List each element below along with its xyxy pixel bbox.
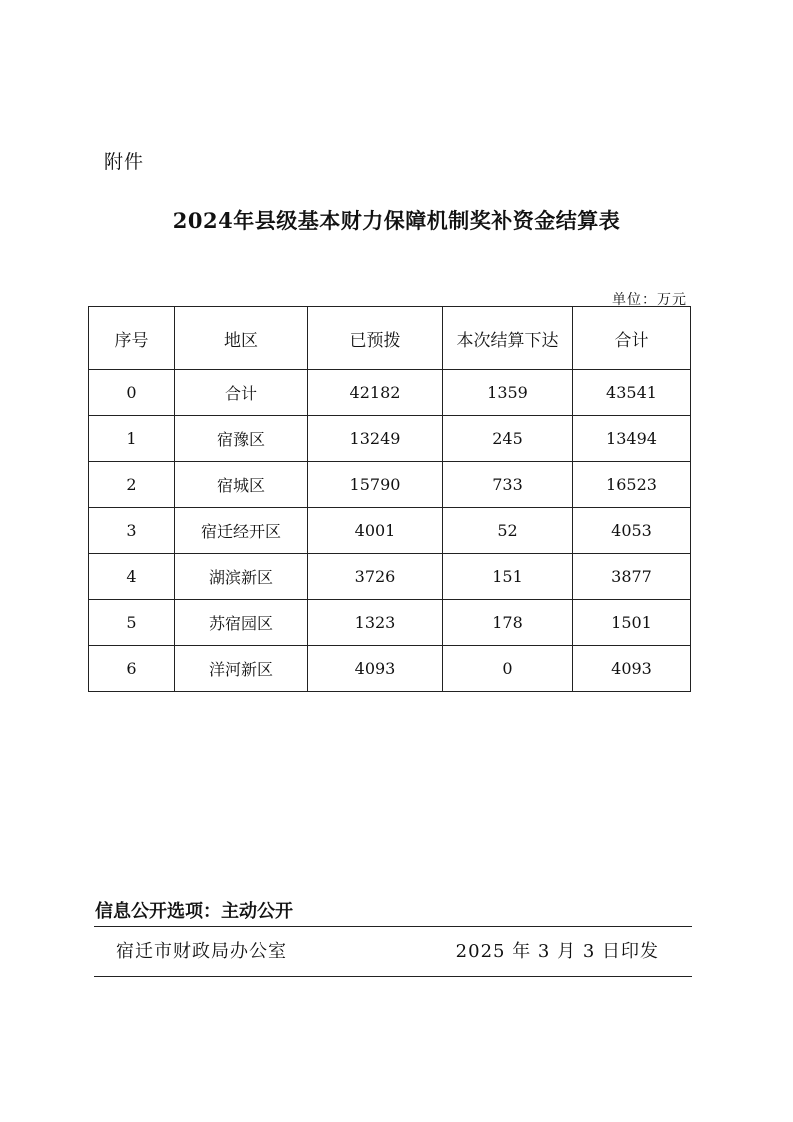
footer-divider-top [94, 926, 692, 927]
table-row [89, 370, 691, 416]
cell-pre-allocated: 42182 [308, 370, 443, 416]
cell-current-settlement: 178 [443, 600, 573, 646]
cell-pre-allocated: 4001 [308, 508, 443, 554]
header-index: 序号 [89, 307, 175, 370]
cell-current-settlement: 1359 [443, 370, 573, 416]
attachment-label: 附件 [104, 151, 145, 173]
document-title: 2024年县级基本财力保障机制奖补资金结算表 [172, 208, 621, 233]
cell-pre-allocated: 4093 [308, 646, 443, 692]
cell-index: 4 [89, 554, 175, 600]
issuing-office: 宿迁市财政局办公室 [116, 941, 287, 962]
cell-region: 湖滨新区 [175, 554, 308, 600]
table-row [89, 462, 691, 508]
cell-pre-allocated: 1323 [308, 600, 443, 646]
cell-current-settlement: 0 [443, 646, 573, 692]
cell-index: 5 [89, 600, 175, 646]
cell-region: 宿迁经开区 [175, 508, 308, 554]
cell-index: 2 [89, 462, 175, 508]
settlement-table [88, 306, 691, 692]
cell-region: 苏宿园区 [175, 600, 308, 646]
cell-pre-allocated: 3726 [308, 554, 443, 600]
cell-total: 13494 [573, 416, 691, 462]
cell-current-settlement: 52 [443, 508, 573, 554]
table-header-row [89, 307, 691, 370]
issue-date: 2025 年 3 月 3 日印发 [455, 941, 659, 962]
header-pre-allocated: 已预拨 [308, 307, 443, 370]
cell-region: 合计 [175, 370, 308, 416]
cell-total: 16523 [573, 462, 691, 508]
cell-index: 1 [89, 416, 175, 462]
cell-region: 宿城区 [175, 462, 308, 508]
cell-total: 4093 [573, 646, 691, 692]
cell-total: 4053 [573, 508, 691, 554]
footer-divider-bottom [94, 976, 692, 977]
cell-pre-allocated: 13249 [308, 416, 443, 462]
cell-index: 3 [89, 508, 175, 554]
header-current-settlement: 本次结算下达 [443, 307, 573, 370]
cell-region: 宿豫区 [175, 416, 308, 462]
table-row [89, 508, 691, 554]
table-row [89, 554, 691, 600]
cell-index: 0 [89, 370, 175, 416]
cell-total: 1501 [573, 600, 691, 646]
cell-current-settlement: 245 [443, 416, 573, 462]
table-row [89, 600, 691, 646]
cell-current-settlement: 151 [443, 554, 573, 600]
disclosure-option: 信息公开选项：主动公开 [95, 901, 293, 922]
table-row [89, 416, 691, 462]
table-row [89, 646, 691, 692]
cell-index: 6 [89, 646, 175, 692]
cell-total: 43541 [573, 370, 691, 416]
unit-label: 单位：万元 [612, 292, 687, 308]
header-region: 地区 [175, 307, 308, 370]
cell-region: 洋河新区 [175, 646, 308, 692]
header-total: 合计 [573, 307, 691, 370]
cell-total: 3877 [573, 554, 691, 600]
cell-pre-allocated: 15790 [308, 462, 443, 508]
cell-current-settlement: 733 [443, 462, 573, 508]
